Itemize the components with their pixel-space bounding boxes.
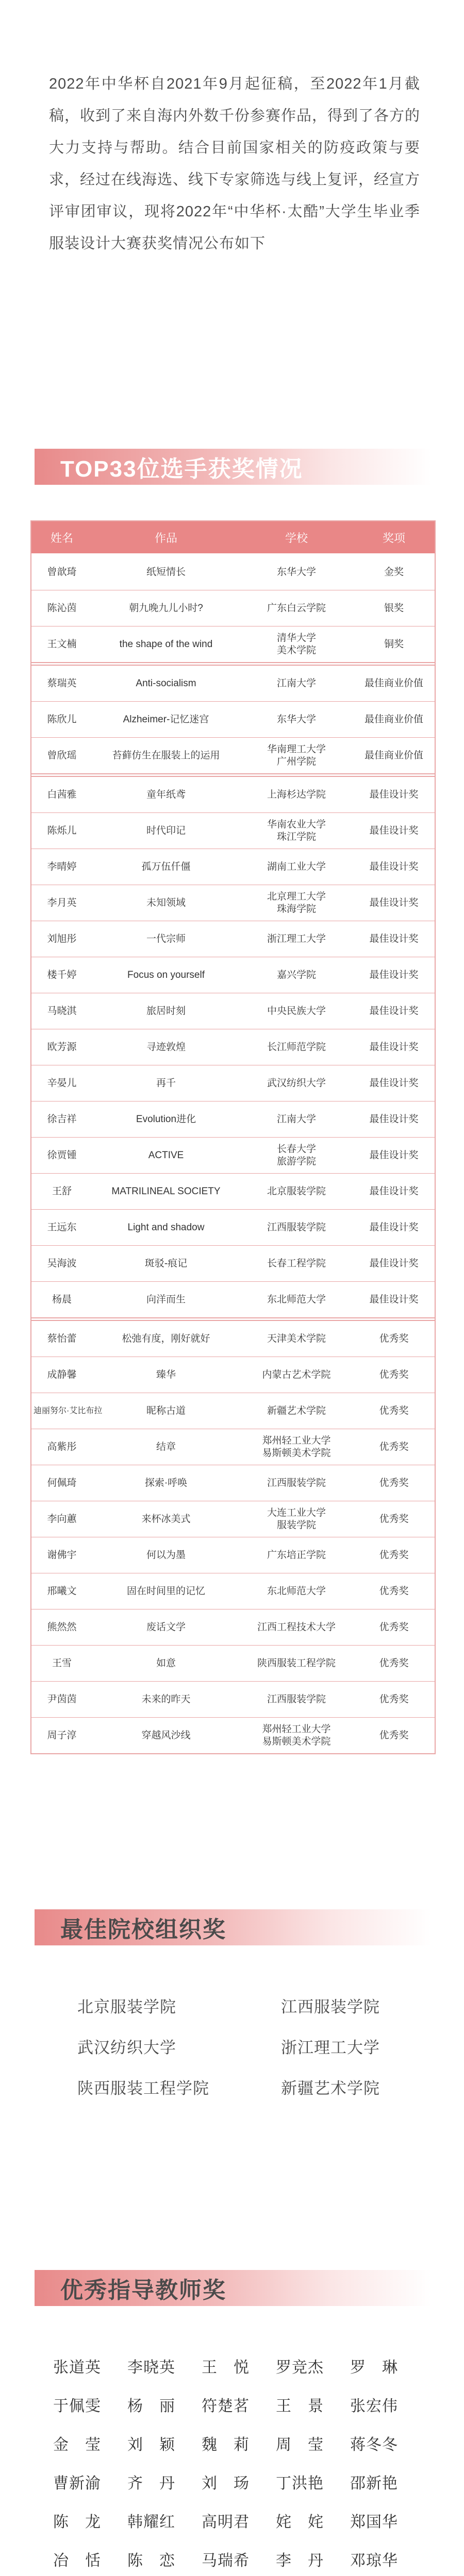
cell-award: 优秀奖 [353,1319,435,1357]
table-row [31,702,435,738]
teacher-name: 丁洪艳 [276,2475,324,2492]
cell-work: 孤万伍仟僵 [92,849,240,885]
cell-award: 最佳设计奖 [353,1210,435,1246]
cell-school: 东北师范大学 [240,1573,353,1609]
table-row [31,554,435,590]
table-row [31,1357,435,1393]
teacher-name: 王 悦 [202,2359,250,2376]
cell-work: 来杯冰美式 [92,1501,240,1537]
cell-work: Alzheimer-记忆迷宫 [92,702,240,738]
cell-school: 天津美术学院 [240,1319,353,1357]
cell-award: 最佳设计奖 [353,1246,435,1282]
teacher-name: 符楚茗 [202,2398,250,2415]
table-row [31,1501,435,1537]
cell-school: 中央民族大学 [240,993,353,1029]
cell-school: 大连工业大学 服装学院 [240,1501,353,1537]
cell-school: 华南农业大学 珠江学院 [240,813,353,849]
table-row [31,664,435,702]
cell-work: 时代印记 [92,813,240,849]
cell-award: 优秀奖 [353,1357,435,1393]
cell-award: 最佳设计奖 [353,775,435,813]
teacher-list [53,2354,424,2576]
cell-work: 向洋而生 [92,1282,240,1319]
table-row [31,590,435,626]
cell-school: 新疆艺术学院 [240,1393,353,1429]
table-row [31,626,435,664]
cell-work: 未知领域 [92,885,240,921]
teacher-name: 罗竞杰 [276,2359,324,2376]
cell-school: 华南理工大学 广州学院 [240,738,353,775]
cell-award: 最佳商业价值 [353,702,435,738]
school-list [77,1994,397,2098]
cell-award: 优秀奖 [353,1537,435,1573]
cell-award: 优秀奖 [353,1501,435,1537]
cell-work: 如意 [92,1646,240,1682]
cell-name: 尹茵茵 [31,1682,92,1718]
teacher-name: 邓琼华 [350,2552,398,2569]
teacher-name: 周 莹 [276,2436,324,2453]
teacher-name: 金 莹 [53,2436,101,2453]
cell-work: 苔藓仿生在服装上的运用 [92,738,240,775]
cell-school: 东华大学 [240,554,353,590]
teacher-name: 韩耀红 [127,2514,175,2531]
section-bar-schools [35,1909,432,1945]
cell-award: 最佳设计奖 [353,993,435,1029]
cell-name: 楼千婷 [31,957,92,993]
school-item: 陕西服装工程学院 [77,2079,209,2097]
cell-award: 优秀奖 [353,1465,435,1501]
table-row [31,1465,435,1501]
cell-name: 曾歆琦 [31,554,92,590]
table-row [31,1065,435,1101]
cell-name: 蔡瑞英 [31,664,92,702]
school-item: 江西服装学院 [281,1998,380,2016]
table-header-row [31,521,435,554]
cell-school: 江南大学 [240,664,353,702]
teacher-name: 张道英 [53,2359,101,2376]
cell-name: 白茜雅 [31,775,92,813]
cell-award: 最佳设计奖 [353,1282,435,1319]
table-row [31,1101,435,1138]
cell-work: 童年纸鸢 [92,775,240,813]
teacher-name: 曹新渝 [53,2475,101,2492]
table-row [31,1646,435,1682]
header-work: 作品 [92,521,240,554]
cell-work: 松弛有度，刚好就好 [92,1319,240,1357]
cell-school: 长春大学 旅游学院 [240,1138,353,1174]
cell-name: 陈烁儿 [31,813,92,849]
cell-school: 东北师范大学 [240,1282,353,1319]
teacher-name: 姹 姹 [276,2514,324,2531]
section-title-top33: TOP33位选手获奖情况 [60,456,303,482]
teacher-name: 马瑞希 [202,2552,250,2569]
cell-award: 优秀奖 [353,1393,435,1429]
cell-award: 最佳设计奖 [353,1065,435,1101]
school-item: 北京服装学院 [77,1998,176,2016]
table-row [31,1319,435,1357]
teacher-name: 李 丹 [276,2552,324,2569]
cell-work: 一代宗师 [92,921,240,957]
teacher-name: 张宏伟 [350,2398,398,2415]
cell-name: 周子淳 [31,1718,92,1754]
cell-work: 朝九晚九儿小时? [92,590,240,626]
cell-award: 优秀奖 [353,1573,435,1609]
teacher-name: 杨 丽 [127,2398,175,2415]
cell-award: 最佳设计奖 [353,957,435,993]
teacher-name: 蒋冬冬 [350,2436,398,2453]
section-title-schools: 最佳院校组织奖 [60,1917,226,1942]
cell-name: 徐吉祥 [31,1101,92,1138]
cell-name: 熊然然 [31,1609,92,1646]
teacher-name: 王 景 [276,2398,324,2415]
cell-work: Evolution进化 [92,1101,240,1138]
section-bar-teachers [35,2270,432,2306]
cell-work: Anti-socialism [92,664,240,702]
cell-work: ACTIVE [92,1138,240,1174]
cell-award: 优秀奖 [353,1609,435,1646]
cell-name: 谢佛宇 [31,1537,92,1573]
cell-award: 最佳设计奖 [353,1101,435,1138]
teacher-name: 陈 恋 [127,2552,175,2569]
table-row [31,1174,435,1210]
cell-school: 江西工程技术大学 [240,1609,353,1646]
teacher-name: 魏 莉 [202,2436,250,2453]
cell-award: 最佳设计奖 [353,1174,435,1210]
cell-school: 广东培正学院 [240,1537,353,1573]
cell-school: 湖南工业大学 [240,849,353,885]
cell-work: 何以为墨 [92,1537,240,1573]
cell-school: 郑州轻工业大学 易斯顿美术学院 [240,1718,353,1754]
cell-name: 辛晏儿 [31,1065,92,1101]
cell-name: 何佩琦 [31,1465,92,1501]
table-row [31,1609,435,1646]
cell-name: 李晴婷 [31,849,92,885]
cell-name: 高紫彤 [31,1429,92,1465]
section-bar-top33 [35,449,432,485]
table-row [31,1246,435,1282]
table-row [31,1138,435,1174]
cell-work: 昵称古道 [92,1393,240,1429]
cell-work: 废话文学 [92,1609,240,1646]
table-row [31,1393,435,1429]
cell-award: 最佳设计奖 [353,921,435,957]
cell-name: 杨晨 [31,1282,92,1319]
cell-name: 王文楠 [31,626,92,664]
cell-school: 江西服装学院 [240,1210,353,1246]
cell-award: 最佳设计奖 [353,885,435,921]
teacher-name: 邵新艳 [350,2475,398,2492]
cell-school: 郑州轻工业大学 易斯顿美术学院 [240,1429,353,1465]
cell-school: 嘉兴学院 [240,957,353,993]
cell-award: 铜奖 [353,626,435,664]
cell-award: 优秀奖 [353,1718,435,1754]
table-row [31,1573,435,1609]
cell-award: 优秀奖 [353,1429,435,1465]
school-item: 武汉纺织大学 [77,2039,176,2057]
cell-school: 江西服装学院 [240,1465,353,1501]
cell-work: 固在时间里的记忆 [92,1573,240,1609]
cell-work: MATRILINEAL SOCIETY [92,1174,240,1210]
teacher-name: 罗 琳 [350,2359,398,2376]
cell-award: 银奖 [353,590,435,626]
cell-name: 曾欣瑶 [31,738,92,775]
cell-school: 长江师范学院 [240,1029,353,1065]
intro-paragraph: 2022年中华杯自2021年9月起征稿，至2022年1月截稿，收到了来自海内外数千份参赛作品，得到了各方的大力支持与帮助。结合目前国家相关的防疫政策与要求，经过在线海选、线下专家筛选与线上复评，经宣方评审团审议，现将2022年“中华杯·太酷”大学生毕业季服装设计大赛获奖情况公布如下 [49,76,421,252]
cell-name: 徐贾锺 [31,1138,92,1174]
table-row [31,885,435,921]
cell-school: 北京理工大学 珠海学院 [240,885,353,921]
teacher-name: 李晓英 [127,2359,175,2376]
cell-school: 长春工程学院 [240,1246,353,1282]
awards-table-body [31,554,435,1753]
cell-work: Focus on yourself [92,957,240,993]
table-row [31,1429,435,1465]
table-row [31,1029,435,1065]
cell-name: 迪丽努尔·艾比布拉 [31,1393,92,1429]
cell-school: 武汉纺织大学 [240,1065,353,1101]
teacher-name: 郑国华 [350,2514,398,2531]
cell-school: 江西服装学院 [240,1682,353,1718]
table-row [31,957,435,993]
cell-work: 穿越风沙线 [92,1718,240,1754]
teacher-name: 刘 玚 [202,2475,250,2492]
cell-school: 江南大学 [240,1101,353,1138]
table-row [31,921,435,957]
table-row [31,849,435,885]
cell-award: 最佳设计奖 [353,813,435,849]
teacher-name: 于佩雯 [53,2398,101,2415]
cell-work: 未来的昨天 [92,1682,240,1718]
cell-work: 旅居时刻 [92,993,240,1029]
cell-name: 邢曦文 [31,1573,92,1609]
teacher-name: 齐 丹 [127,2475,175,2492]
cell-work: 结章 [92,1429,240,1465]
cell-school: 广东白云学院 [240,590,353,626]
header-name: 姓名 [31,521,92,554]
header-award: 奖项 [353,521,435,554]
teacher-name: 冶 恬 [53,2552,101,2569]
cell-award: 最佳设计奖 [353,1029,435,1065]
cell-name: 李月英 [31,885,92,921]
cell-name: 成静馨 [31,1357,92,1393]
cell-award: 优秀奖 [353,1682,435,1718]
table-row [31,1537,435,1573]
cell-work: Light and shadow [92,1210,240,1246]
cell-name: 李向蕙 [31,1501,92,1537]
school-item: 新疆艺术学院 [281,2079,380,2097]
table-row [31,738,435,775]
cell-work: 再千 [92,1065,240,1101]
awards-table [30,520,436,1754]
cell-school: 北京服装学院 [240,1174,353,1210]
cell-work: 探索·呼唤 [92,1465,240,1501]
section-title-teachers: 优秀指导教师奖 [60,2278,226,2303]
cell-award: 优秀奖 [353,1646,435,1682]
cell-name: 马晓淇 [31,993,92,1029]
table-row [31,993,435,1029]
teacher-name: 高明君 [202,2514,250,2531]
cell-school: 浙江理工大学 [240,921,353,957]
table-row [31,1210,435,1246]
table-row [31,1282,435,1319]
cell-work: 斑驳-痕记 [92,1246,240,1282]
cell-school: 东华大学 [240,702,353,738]
school-item: 浙江理工大学 [281,2039,380,2057]
cell-award: 金奖 [353,554,435,590]
cell-award: 最佳设计奖 [353,849,435,885]
cell-name: 王舒 [31,1174,92,1210]
cell-award: 最佳商业价值 [353,738,435,775]
cell-name: 陈沁茵 [31,590,92,626]
cell-name: 欧芳源 [31,1029,92,1065]
cell-name: 王雪 [31,1646,92,1682]
cell-award: 最佳设计奖 [353,1138,435,1174]
header-school: 学校 [240,521,353,554]
cell-name: 刘旭彤 [31,921,92,957]
cell-work: 臻华 [92,1357,240,1393]
cell-name: 陈欣儿 [31,702,92,738]
teacher-name: 陈 龙 [53,2514,101,2531]
table-row [31,813,435,849]
table-row [31,775,435,813]
cell-school: 内蒙古艺术学院 [240,1357,353,1393]
table-row [31,1682,435,1718]
teacher-name: 刘 颖 [127,2436,175,2453]
cell-school: 上海杉达学院 [240,775,353,813]
cell-work: 寻迹敦煌 [92,1029,240,1065]
cell-work: 纸短情长 [92,554,240,590]
cell-school: 陕西服装工程学院 [240,1646,353,1682]
cell-name: 蔡怡蕾 [31,1319,92,1357]
cell-work: the shape of the wind [92,626,240,664]
table-row [31,1718,435,1754]
cell-award: 最佳商业价值 [353,664,435,702]
cell-school: 清华大学 美术学院 [240,626,353,664]
cell-name: 吴海波 [31,1246,92,1282]
cell-name: 王远东 [31,1210,92,1246]
